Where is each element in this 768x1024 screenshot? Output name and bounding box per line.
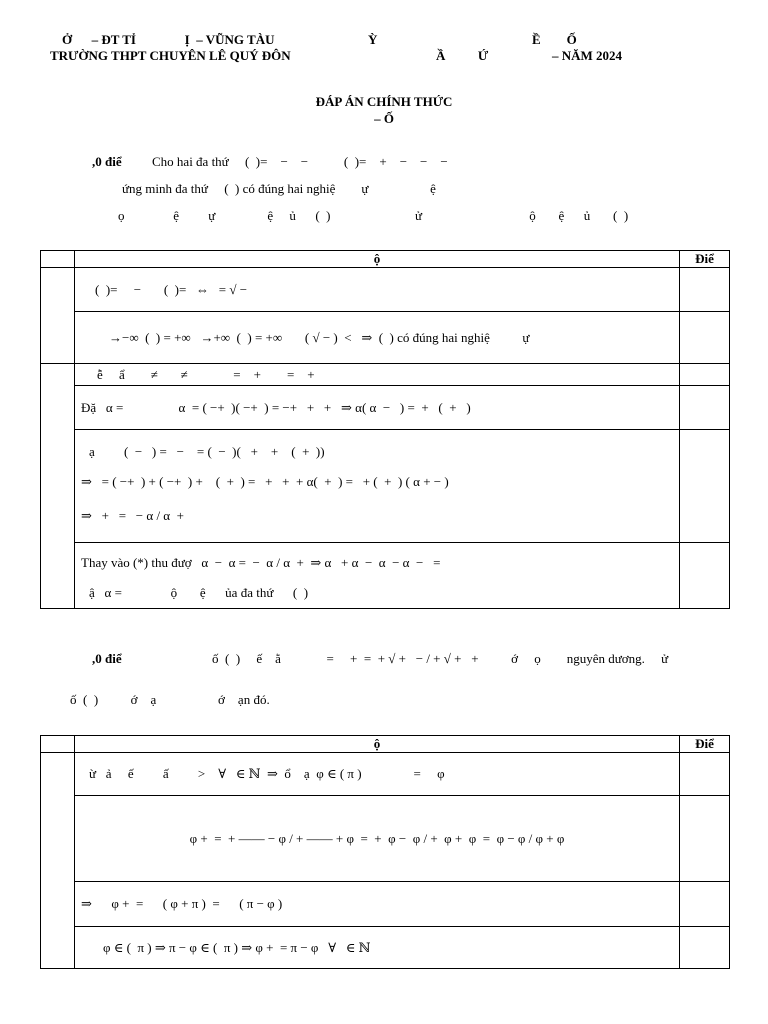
solution-line: ễ ẩ ≠ ≠ = + = + [97, 366, 315, 382]
table-header-row [41, 251, 730, 268]
table-row [41, 543, 730, 609]
solution-line: Thay vào (*) thu đượ α − α = − α / α + ⇒ α + α − α − α − = [81, 554, 441, 570]
solution-line: φ + = + —— − φ / + —— + φ = + φ − φ / + φ + φ = φ − φ / φ + φ [189, 830, 565, 846]
solution-line: φ ∈ ( π ) ⇒ π − φ ∈ ( π ) ⇒ φ + = π − φ ∀ ∈ ℕ [103, 939, 371, 955]
points-cell [680, 386, 730, 430]
table-row [41, 312, 730, 364]
table-row [41, 268, 730, 312]
table-row [41, 796, 730, 882]
document-header [0, 32, 768, 64]
solution-line: ( )= − ( )= ⇔ = √ − [95, 281, 248, 297]
points-cell [680, 312, 730, 364]
points-cell [680, 927, 730, 969]
points-cell [680, 364, 730, 386]
solution-cell [75, 927, 680, 969]
header-points: Điể [680, 736, 730, 753]
header-points: Điể [680, 251, 730, 268]
part-cell [41, 364, 75, 609]
solution-cell [75, 882, 680, 927]
header-content: ộ [75, 251, 680, 268]
points-cell [680, 882, 730, 927]
problem2-statement-line1: ố ( ) ế ằ = + = + √ + − / + √ + + ớ ọ nguyên dương. ử [212, 651, 669, 666]
solution-cell [75, 312, 680, 364]
table-row [41, 927, 730, 969]
solution-line: ạ ( − ) = − = ( − )( + + ( + )) [89, 444, 325, 459]
solution-line: ừ ả ế ấ > ∀ ∈ ℕ ⇒ ổ ạ φ ∈ ( π ) = φ [89, 766, 445, 781]
points-cell [680, 796, 730, 882]
header-line1-left: Ở – ĐT TỈ Ị – VŨNG TÀU [62, 32, 275, 47]
points-cell [680, 753, 730, 796]
solution-line: ⇒ = ( −+ ) + ( −+ ) + ( + ) = + + + α( + ) = + ( + ) ( α + − ) [81, 474, 449, 489]
part-cell [41, 753, 75, 969]
exam-year: – NĂM 2024 [552, 48, 623, 63]
part-cell [41, 268, 75, 364]
header-line1-mid: Ỳ [368, 32, 378, 47]
problem1-statement-line2: ứng minh đa thứ ( ) có đúng hai nghiệ ự ệ [122, 181, 436, 196]
school-name: TRƯỜNG THPT CHUYÊN LÊ QUÝ ĐÔN [50, 48, 291, 63]
table-row [41, 430, 730, 543]
table-header-row [41, 736, 730, 753]
table-row [41, 882, 730, 927]
problem2-points: ,0 điể [92, 651, 122, 666]
header-content: ộ [75, 736, 680, 753]
solution-cell [75, 430, 680, 543]
points-cell [680, 543, 730, 609]
points-cell [680, 268, 730, 312]
header-line1-right: Ề Ố [532, 32, 577, 47]
problem1-statement-line3: ọ ệ ự ệ ủ ( ) ử ộ ệ ủ ( ) [118, 208, 629, 223]
table-row [41, 386, 730, 430]
header-line2-mid: Ầ Ứ [436, 48, 489, 63]
solution-cell [75, 796, 680, 882]
solution-cell [75, 364, 680, 386]
solution-cell [75, 753, 680, 796]
table-row [41, 753, 730, 796]
header-blank [41, 736, 75, 753]
problem2-statement-line2: ố ( ) ớ ạ ớ ạn đó. [70, 692, 270, 707]
answer-title: ĐÁP ÁN CHÍNH THỨC [315, 94, 453, 109]
header-blank [41, 251, 75, 268]
solution-line: →−∞ ( ) = +∞ →+∞ ( ) = +∞ ( √ − ) < ⇒ ( ) có đúng hai nghiệ ự [109, 329, 530, 345]
problem1-statement-line1: Cho hai đa thứ ( )= − − ( )= + − − − [152, 154, 448, 169]
points-cell [680, 430, 730, 543]
table-row [41, 364, 730, 386]
solution-line: Đặ α = α = ( −+ )( −+ ) = −+ + + ⇒ α( α − ) = + ( + ) [81, 399, 471, 415]
solution-table-1 [40, 250, 730, 609]
solution-line: ậ α = ộ ệ ủa đa thứ ( ) [89, 584, 309, 600]
solution-table-2 [40, 735, 730, 969]
solution-line: ⇒ + = − α / α + [81, 508, 184, 523]
solution-cell [75, 268, 680, 312]
problem1-points: ,0 điể [92, 154, 122, 169]
solution-line: ⇒ φ + = ( φ + π ) = ( π − φ ) [81, 896, 283, 911]
answer-subtitle: – Ố [374, 111, 394, 126]
solution-cell [75, 543, 680, 609]
solution-cell [75, 386, 680, 430]
